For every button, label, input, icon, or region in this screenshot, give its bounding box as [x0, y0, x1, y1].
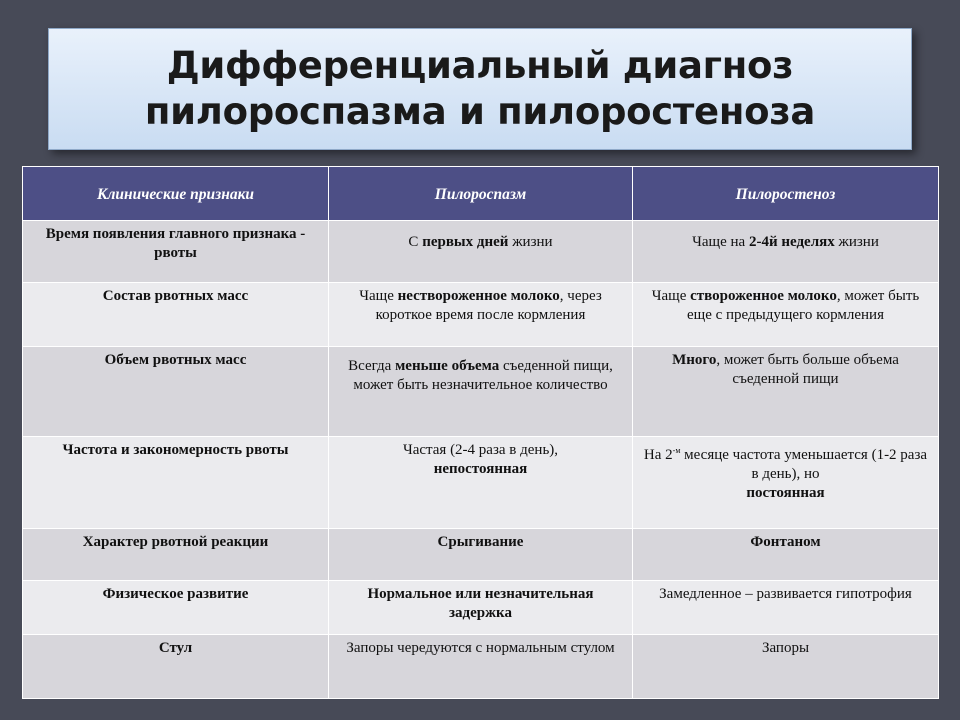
slide-title-line-1: Дифференциальный диагноз	[166, 44, 794, 87]
row-stenosis-cell: На $2^{-м}$ месяце частота уменьшается (1-2 раза в день), но постоянная	[633, 437, 939, 529]
row-sign: Стул	[23, 635, 329, 699]
header-pylorospasm: Пилороспазм	[329, 167, 633, 221]
table-row	[23, 347, 939, 437]
row-spasm-cell: Частая (2-4 раза в день), непостоянная	[329, 437, 633, 529]
row-sign: Объем рвотных масс	[23, 347, 329, 437]
table-row	[23, 581, 939, 635]
table-row	[23, 529, 939, 581]
row-sign: Состав рвотных масс	[23, 283, 329, 347]
row-stenosis-cell: Чаще створоженное молоко, может быть еще с предыдущего кормления	[633, 283, 939, 347]
table-row	[23, 437, 939, 529]
diagnosis-table	[22, 166, 939, 699]
row-spasm-cell: С первых дней жизни	[329, 221, 633, 283]
header-clinical-signs: Клинические признаки	[23, 167, 329, 221]
row-sign: Частота и закономерность рвоты	[23, 437, 329, 529]
row-stenosis-cell: Запоры	[633, 635, 939, 699]
row-stenosis-cell: Много, может быть больше объема съеденной пищи	[633, 347, 939, 437]
row-sign: Характер рвотной реакции	[23, 529, 329, 581]
row-spasm-cell: Срыгивание	[329, 529, 633, 581]
slide-title-line-2: пилороспазма и пилоростеноза	[144, 90, 816, 133]
row-stenosis-cell: Чаще на 2-4й неделях жизни	[633, 221, 939, 283]
table-header-row	[23, 167, 939, 221]
row-spasm-cell: Нормальное или незначительная задержка	[329, 581, 633, 635]
row-spasm-cell: Запоры чередуются с нормальным стулом	[329, 635, 633, 699]
row-spasm-cell: Всегда меньше объема съеденной пищи, может быть незначительное количество	[329, 347, 633, 437]
row-spasm-cell: Чаще нествороженное молоко, через короткое время после кормления	[329, 283, 633, 347]
row-stenosis-cell: Фонтаном	[633, 529, 939, 581]
row-sign: Время появления главного признака - рвоты	[23, 221, 329, 283]
header-pyloric-stenosis: Пилоростеноз	[633, 167, 939, 221]
slide-title-box	[48, 28, 912, 150]
table-row	[23, 283, 939, 347]
row-stenosis-cell: Замедленное – развивается гипотрофия	[633, 581, 939, 635]
table-row	[23, 635, 939, 699]
row-sign: Физическое развитие	[23, 581, 329, 635]
table-row	[23, 221, 939, 283]
